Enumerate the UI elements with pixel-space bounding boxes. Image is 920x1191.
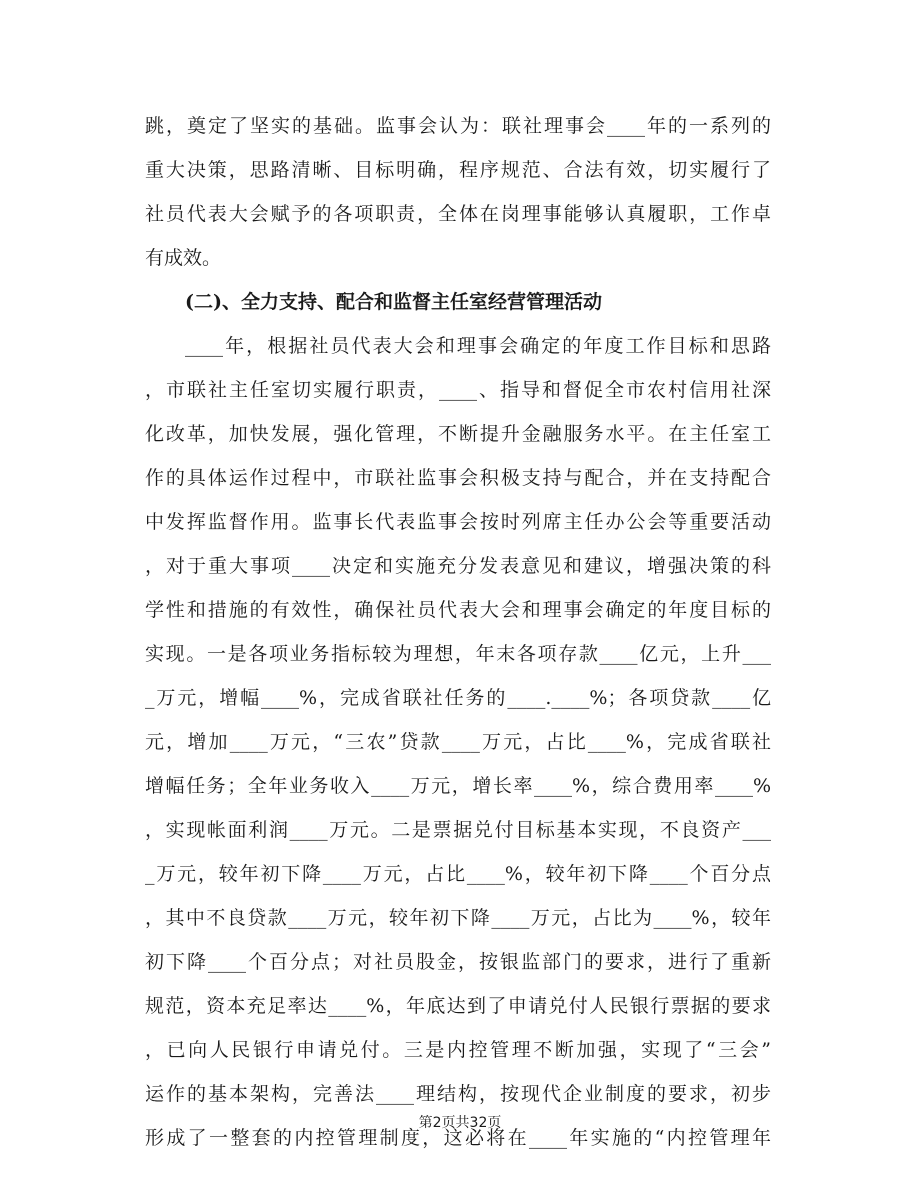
- text-line: 作的具体运作过程中，市联社监事会积极支持与配合，并在支持配合: [145, 467, 771, 489]
- text-line: 初下降____个百分点；对社员股金，按银监部门的要求，进行了重新: [145, 951, 771, 973]
- text-line: ，其中不良贷款____万元，较年初下降____万元，占比为____%，较年: [145, 907, 771, 929]
- section-heading: (二)、全力支持、配合和监督主任室经营管理活动: [185, 291, 602, 313]
- text-line: ，已向人民银行申请兑付。三是内控管理不断加强，实现了“三会”: [145, 1039, 771, 1061]
- text-line: 有成效。: [145, 247, 222, 269]
- text-line: ，市联社主任室切实履行职责，____、指导和督促全市农村信用社深: [145, 379, 771, 401]
- text-line: 学性和措施的有效性，确保社员代表大会和理事会确定的年度目标的: [145, 599, 771, 621]
- text-line: _万元，增幅____%，完成省联社任务的____.____%；各项贷款____亿: [145, 687, 771, 709]
- text-line: ，对于重大事项____决定和实施充分发表意见和建议，增强决策的科: [145, 555, 771, 577]
- text-line: 元，增加____万元，“三农”贷款____万元，占比____%，完成省联社: [145, 731, 771, 753]
- text-line: 跳，奠定了坚实的基础。监事会认为：联社理事会____年的一系列的: [145, 115, 771, 137]
- text-line: 规范，资本充足率达____%，年底达到了申请兑付人民银行票据的要求: [145, 995, 771, 1017]
- body-text: [145, 104, 771, 1160]
- text-line: 重大决策，思路清晰、目标明确，程序规范、合法有效，切实履行了: [145, 159, 771, 181]
- text-line: ____年，根据社员代表大会和理事会确定的年度工作目标和思路: [185, 335, 771, 357]
- text-line: 化改革，加快发展，强化管理，不断提升金融服务水平。在主任室工: [145, 423, 771, 445]
- text-line: 社员代表大会赋予的各项职责，全体在岗理事能够认真履职，工作卓: [145, 203, 771, 225]
- text-line: 中发挥监督作用。监事长代表监事会按时列席主任办公会等重要活动: [145, 511, 771, 533]
- text-line: ，实现帐面利润____万元。二是票据兑付目标基本实现，不良资产___: [145, 819, 771, 841]
- text-line: 增幅任务；全年业务收入____万元，增长率____%，综合费用率____%: [145, 775, 771, 797]
- text-line: 实现。一是各项业务指标较为理想，年末各项存款____亿元，上升___: [145, 643, 771, 665]
- page-number: 第2页共32页: [418, 1115, 502, 1131]
- text-line: _万元，较年初下降____万元，占比____%，较年初下降____个百分点: [145, 863, 771, 885]
- text-line: 运作的基本架构，完善法____理结构，按现代企业制度的要求，初步: [145, 1083, 771, 1105]
- text-line: 形成了一整套的内控管理制度，这必将在____年实施的“内控管理年: [145, 1127, 771, 1149]
